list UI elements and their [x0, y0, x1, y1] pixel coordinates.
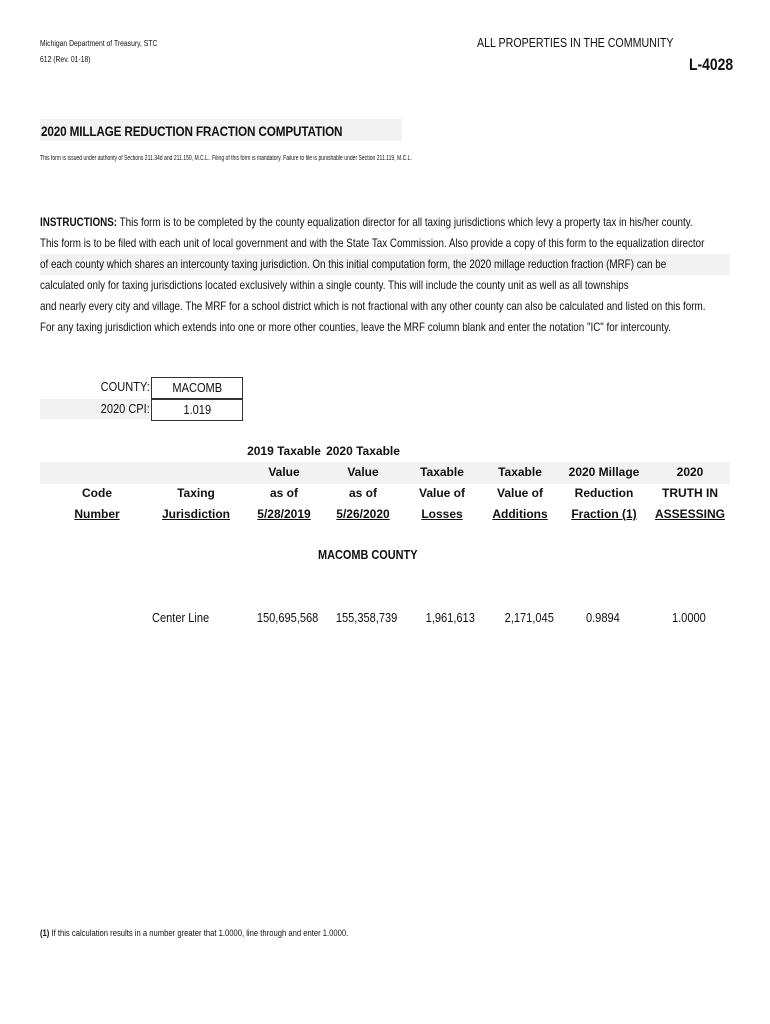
cell-tv-2020-text: 155,358,739 — [335, 610, 397, 625]
cell-additions-text: 2,171,045 — [504, 610, 554, 625]
header-additions — [486, 462, 554, 525]
instructions-label: INSTRUCTIONS: — [40, 215, 118, 229]
instruction-text: For any taxing jurisdiction which extends into one or more other counties, leave the MRF column blank and enter the notation "IC" for intercounty. — [40, 320, 671, 334]
agency-name — [40, 39, 178, 48]
cell-mrf-text: 0.9894 — [586, 610, 620, 625]
authority-note — [40, 155, 556, 162]
footnote — [40, 928, 403, 938]
instruction-line — [40, 317, 730, 338]
footnote-text: If this calculation results in a number greater that 1.0000, line through and enter 1.0000. — [49, 928, 349, 938]
header-line: Jurisdiction — [161, 507, 230, 521]
header-line: 2020 — [676, 465, 704, 479]
header-line: as of — [348, 486, 377, 500]
section-title-text: MACOMB COUNTY — [318, 547, 418, 562]
header-line: Taxable — [420, 465, 464, 479]
header-line: 2020 Taxable — [326, 444, 400, 458]
authority-text: This form is issued under authority of Sections 211.34d and 211.150, M.C.L.. Filing of this form is mandatory. Failure to file is punishable under Section 211.119, M.C.L. — [40, 155, 412, 162]
header-taxing-jurisdiction — [158, 483, 234, 525]
instruction-text: calculated only for taxing jurisdictions located exclusively within a single county. This will include the county unit as well as all townships — [40, 278, 629, 292]
header-line: ASSESSING — [654, 507, 726, 521]
header-tv-2020 — [323, 441, 403, 525]
header-line: TRUTH IN — [662, 486, 718, 500]
page-title-text: 2020 MILLAGE REDUCTION FRACTION COMPUTATION — [41, 123, 343, 139]
header-line: 2020 Millage — [568, 465, 640, 479]
header-line: Losses — [421, 507, 463, 521]
header-line: as of — [269, 486, 298, 500]
cell-jurisdiction — [152, 610, 232, 625]
footnote-marker: (1) — [40, 928, 50, 938]
instruction-text: This form is to be filed with each unit of local government and with the State Tax Commission. Also provide a copy of this form to the equalization director — [40, 236, 705, 250]
header-line: Value — [268, 465, 300, 479]
form-number-text: L-4028 — [689, 55, 734, 74]
cell-additions — [484, 610, 554, 625]
cell-tia-text: 1.0000 — [672, 610, 706, 625]
header-line: Reduction — [574, 486, 634, 500]
cell-jurisdiction-text: Center Line — [152, 610, 210, 625]
instruction-line — [40, 254, 730, 275]
agency-text: Michigan Department of Treasury, STC — [40, 39, 158, 48]
header-line: Additions — [492, 507, 548, 521]
cpi-label-text: 2020 CPI: — [100, 401, 150, 416]
cpi-label — [40, 401, 150, 416]
instruction-text: This form is to be completed by the county equalization director for all taxing jurisdictions which levy a property tax in his/her county. — [117, 215, 693, 229]
page-title — [41, 123, 400, 139]
header-mrf — [564, 462, 644, 525]
instruction-line — [40, 296, 730, 317]
instruction-line — [40, 275, 730, 296]
top-label-text: ALL PROPERTIES IN THE COMMUNITY — [477, 35, 674, 50]
section-title — [318, 547, 436, 562]
header-code-number — [62, 483, 132, 525]
header-line: 5/28/2019 — [257, 507, 311, 521]
instruction-line — [40, 233, 730, 254]
county-label — [40, 379, 150, 394]
cell-losses — [405, 610, 475, 625]
header-tv-2019 — [244, 441, 324, 525]
cell-truth-in-assessing — [650, 610, 706, 625]
cell-losses-text: 1,961,613 — [425, 610, 475, 625]
top-label — [477, 35, 717, 50]
county-label-text: COUNTY: — [100, 379, 150, 394]
header-line: Value of — [418, 486, 465, 500]
cell-tv-2019-text: 150,695,568 — [256, 610, 318, 625]
form-revision — [40, 55, 99, 64]
instructions-block — [40, 212, 730, 338]
header-line: Fraction (1) — [571, 507, 637, 521]
header-line: Taxable — [498, 465, 542, 479]
cell-mrf — [564, 610, 620, 625]
header-losses — [410, 462, 474, 525]
cell-tv-2019 — [238, 610, 318, 625]
header-line: Value of — [496, 486, 543, 500]
instruction-text: and nearly every city and village. The MRF for a school district which is not fractional with any other county can also be calculated and listed on this form. — [40, 299, 706, 313]
header-truth-in-assessing — [652, 462, 728, 525]
cpi-value-box — [151, 399, 243, 421]
form-number — [689, 55, 743, 75]
cell-tv-2020 — [317, 610, 397, 625]
header-line: Code — [82, 486, 112, 500]
form-revision-text: 612 (Rev. 01-18) — [40, 55, 91, 64]
county-value-box — [151, 377, 243, 399]
header-line: Value — [347, 465, 379, 479]
header-line: Taxing — [177, 486, 215, 500]
header-line: 5/26/2020 — [336, 507, 390, 521]
instruction-text: of each county which shares an intercounty taxing jurisdiction. On this initial computation form, the 2020 millage reduction fraction (MRF) can be — [40, 257, 667, 271]
header-line: Number — [74, 507, 120, 521]
cpi-value: 1.019 — [183, 402, 211, 417]
county-value: MACOMB — [172, 380, 222, 395]
instruction-line — [40, 212, 730, 233]
header-line: 2019 Taxable — [247, 444, 321, 458]
